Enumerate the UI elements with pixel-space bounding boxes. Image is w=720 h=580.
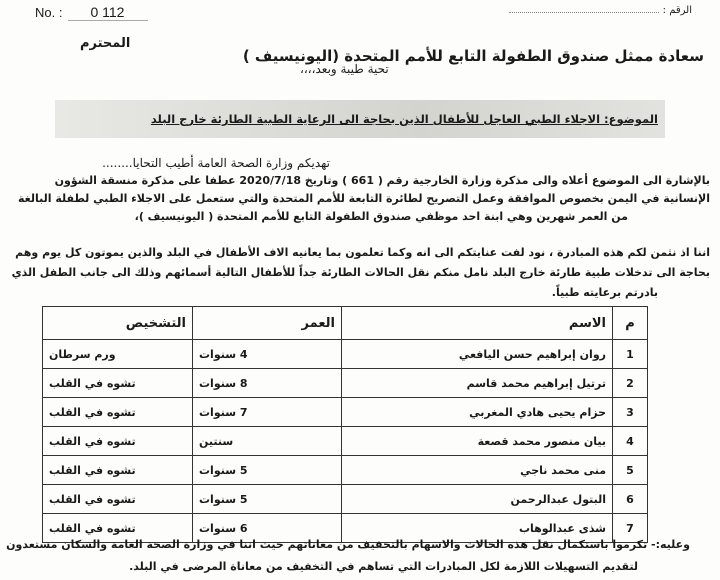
child-diagnosis: تشوه في القلب xyxy=(43,369,193,398)
row-index: 3 xyxy=(613,398,648,427)
child-diagnosis: ورم سرطان xyxy=(43,340,193,369)
table-header-row xyxy=(43,307,648,340)
paragraph1-line: من العمر شهرين وهي ابنة احد موظفي صندوق الطفولة التابع للأمم المتحدة ( اليونيسيف )، xyxy=(134,210,628,223)
child-name: روان إبراهيم حسن اليافعي xyxy=(342,340,613,369)
reference-label: الرقم : xyxy=(662,5,692,16)
reference-line xyxy=(509,12,659,13)
child-age: سنتين xyxy=(193,427,342,456)
closing-line: لتقديم التسهيلات اللازمة لكل المبادرات التي تساهم في التخفيف من معاناة المرضى في البلد. xyxy=(129,560,638,573)
greeting: تحية طيبة وبعد،،،، xyxy=(300,62,389,76)
table-row xyxy=(43,340,648,369)
table-row xyxy=(43,485,648,514)
honorific: المحترم xyxy=(80,36,131,51)
row-index: 7 xyxy=(613,514,648,543)
table-row xyxy=(43,456,648,485)
paragraph1-line: بالإشارة الى الموضوع أعلاه والى مذكرة وزارة الخارجية رقم ( 661 ) وتاريخ 2020/7/18 عطفا على مذكرة منسقة الشؤون xyxy=(54,174,710,187)
child-diagnosis: تشوه في القلب xyxy=(43,514,193,543)
child-name: البتول عبدالرحمن xyxy=(342,485,613,514)
table-row xyxy=(43,427,648,456)
child-diagnosis: تشوه في القلب xyxy=(43,485,193,514)
header-index: م xyxy=(613,307,648,340)
children-table xyxy=(42,306,648,543)
child-age: 5 سنوات xyxy=(193,485,342,514)
child-name: حزام يحيى هادي المغربي xyxy=(342,398,613,427)
paragraph2-line: اننا اذ نثمن لكم هذه المبادرة ، نود لفت عنايتكم الى انه وكما تعلمون بما يعانيه الاف الأطفال في البلد والذين يموتون كل يوم وهم xyxy=(15,246,710,259)
table-row xyxy=(43,369,648,398)
header-age: العمر xyxy=(193,307,342,340)
child-name: بيان منصور محمد قصعة xyxy=(342,427,613,456)
number-label: No. : xyxy=(35,5,63,20)
child-name: شذى عبدالوهاب xyxy=(342,514,613,543)
row-index: 4 xyxy=(613,427,648,456)
table-row xyxy=(43,398,648,427)
child-age: 4 سنوات xyxy=(193,340,342,369)
child-name: منى محمد ناجي xyxy=(342,456,613,485)
child-name: ترتيل إبراهيم محمد قاسم xyxy=(342,369,613,398)
child-diagnosis: تشوه في القلب xyxy=(43,398,193,427)
child-age: 6 سنوات xyxy=(193,514,342,543)
row-index: 5 xyxy=(613,456,648,485)
reference-field xyxy=(509,5,692,16)
addressee-title: سعادة ممثل صندوق الطفولة التابع للأمم المتحدة (اليونيسيف ) xyxy=(242,47,704,65)
number-value: 0 112 xyxy=(68,4,148,21)
subject-line: الموضوع: الاجلاء الطبي العاجل للأطفال الذين بحاجة الى الرعاية الطبية الطارئة خارج البلد xyxy=(150,112,658,126)
header-diagnosis: التشخيص xyxy=(43,307,193,340)
child-diagnosis: تشوه في القلب xyxy=(43,427,193,456)
child-diagnosis: تشوه في القلب xyxy=(43,456,193,485)
child-age: 7 سنوات xyxy=(193,398,342,427)
paragraph2-line: بادرتم برعايته طبياً. xyxy=(551,286,658,299)
header-name: الاسم xyxy=(342,307,613,340)
paragraph2-line: بحاجة الى تدخلات طبية طارئة خارج البلد نامل منكم نقل الحالات الطارئة جداً للأطفال التالية أسمائهم وذلك الى جانب الطفل الذي xyxy=(11,266,710,279)
child-age: 5 سنوات xyxy=(193,456,342,485)
salutation: تهديكم وزارة الصحة العامة أطيب التحايا........ xyxy=(102,156,330,170)
closing-line: وعليه:- تكرموا باستكمال نقل هذه الحالات والاسهام بالتخفيف من معاناتهم حيث اننا في وزارة الصحة العامة والسكان مستعدون xyxy=(6,538,690,551)
paragraph1-line: الإنسانية في اليمن بخصوص الموافقة وعمل التصريح لطائرة التابعة للأمم المتحدة والتي ستعمل على الاجلاء الطبي لطفلة البالغة xyxy=(18,192,710,205)
document-number xyxy=(35,4,148,21)
child-age: 8 سنوات xyxy=(193,369,342,398)
row-index: 6 xyxy=(613,485,648,514)
row-index: 1 xyxy=(613,340,648,369)
row-index: 2 xyxy=(613,369,648,398)
